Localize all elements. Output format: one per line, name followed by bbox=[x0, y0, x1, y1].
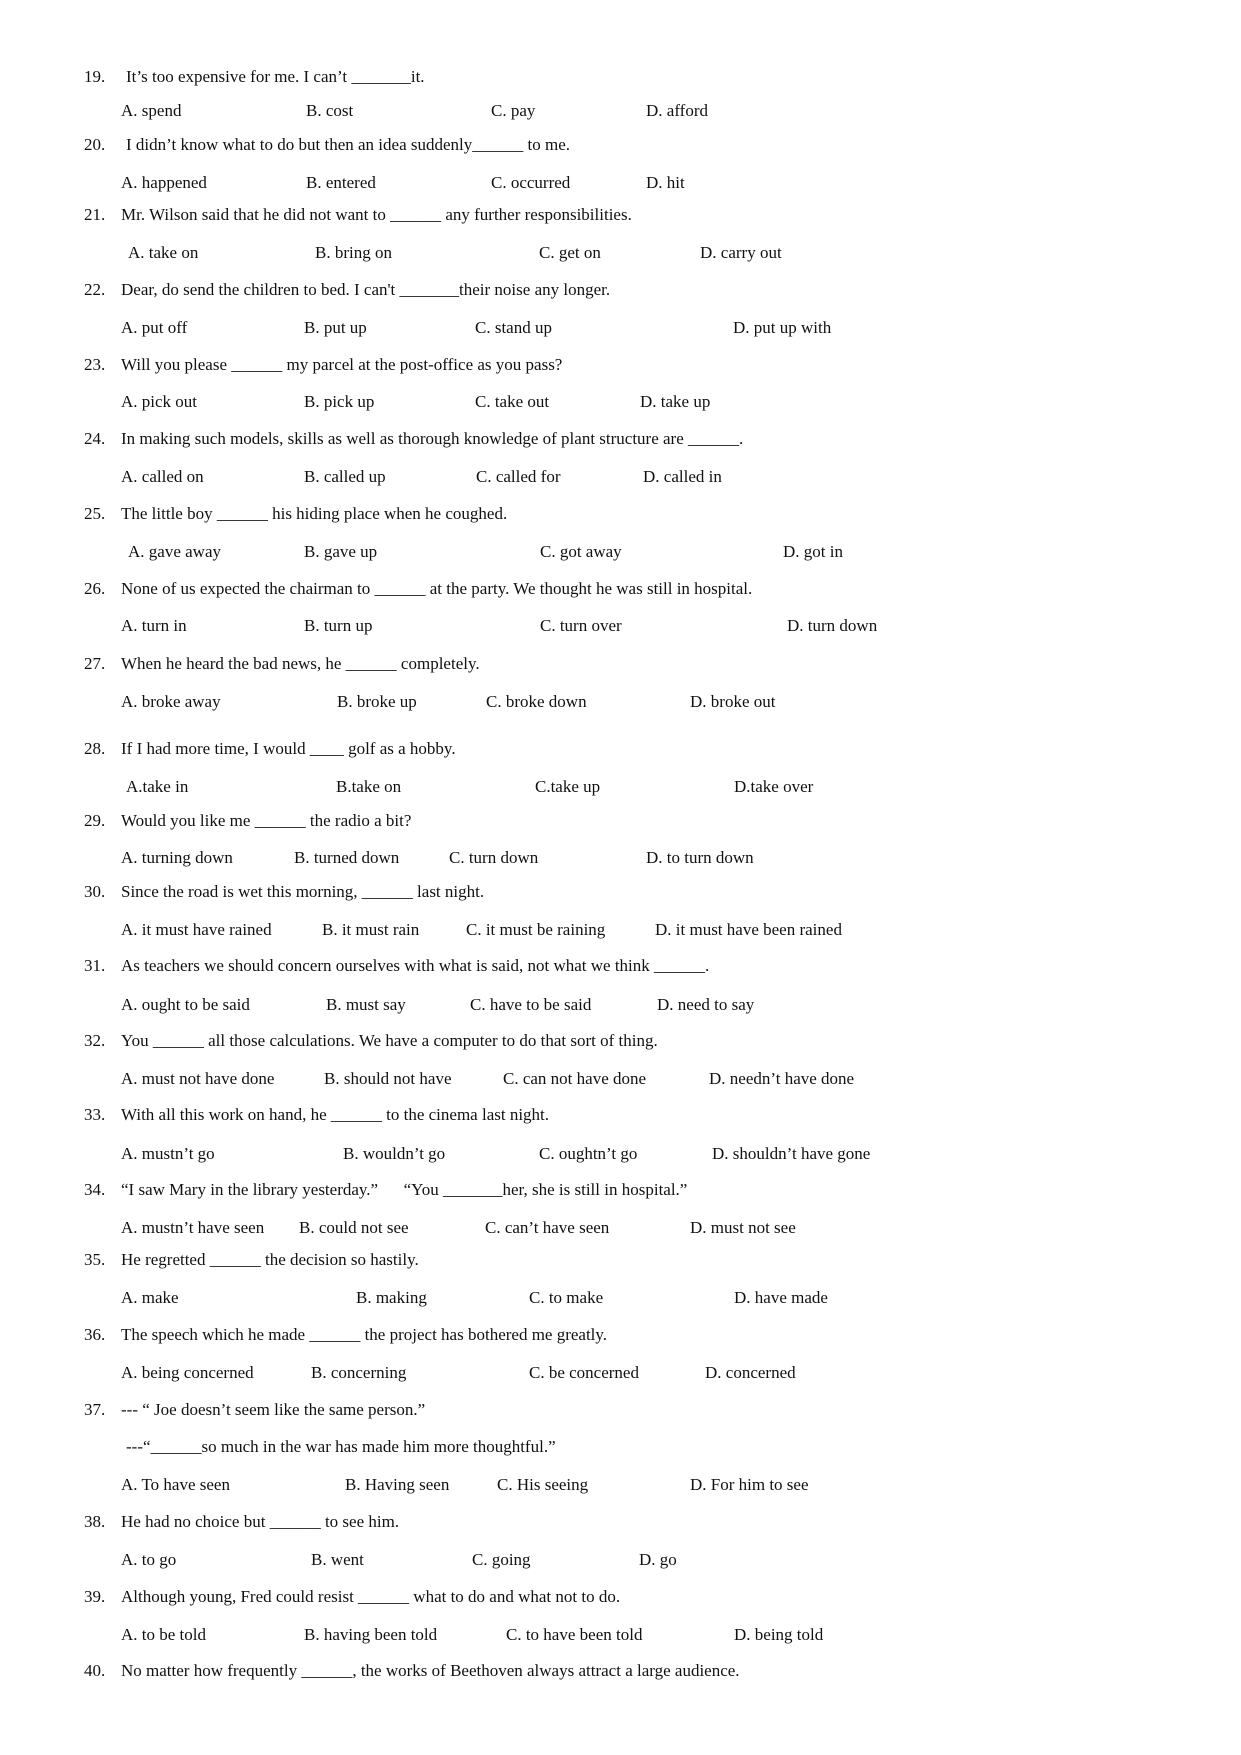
option-a: A. happened bbox=[121, 173, 207, 192]
question-text: “I saw Mary in the library yesterday.” “You _______her, she is still in hospital.” bbox=[121, 1180, 688, 1199]
option-c: C. pay bbox=[491, 101, 536, 120]
option-c: C. oughtn’t go bbox=[539, 1144, 638, 1163]
option-c: C. be concerned bbox=[529, 1363, 639, 1382]
option-d: D. needn’t have done bbox=[709, 1069, 855, 1088]
question-subline: ---“______so much in the war has made him more thoughtful.” bbox=[126, 1437, 556, 1456]
question-text: You ______ all those calculations. We have a computer to do that sort of thing. bbox=[121, 1031, 658, 1050]
question-21 bbox=[0, 203, 1241, 227]
option-a: A. ought to be said bbox=[121, 995, 250, 1014]
question-text: He regretted ______ the decision so hastily. bbox=[121, 1250, 419, 1269]
option-a: A. being concerned bbox=[121, 1363, 254, 1382]
question-28 bbox=[0, 737, 1241, 761]
question-number: 21. bbox=[84, 205, 106, 224]
option-d: D. must not see bbox=[690, 1218, 796, 1237]
question-text: The little boy ______ his hiding place when he coughed. bbox=[121, 504, 508, 523]
question-29 bbox=[0, 809, 1241, 833]
question-text: I didn’t know what to do but then an idea suddenly______ to me. bbox=[126, 135, 570, 154]
option-c: C. get on bbox=[539, 243, 601, 262]
option-c: C. it must be raining bbox=[466, 920, 606, 939]
option-d: D. concerned bbox=[705, 1363, 796, 1382]
question-number: 34. bbox=[84, 1180, 106, 1199]
option-a: A. put off bbox=[121, 318, 188, 337]
question-33 bbox=[0, 1103, 1241, 1127]
option-c: C. called for bbox=[476, 467, 561, 486]
question-number: 27. bbox=[84, 654, 106, 673]
option-d: D. hit bbox=[646, 173, 685, 192]
question-number: 32. bbox=[84, 1031, 106, 1050]
option-c: C. turn down bbox=[449, 848, 539, 867]
question-26 bbox=[0, 577, 1241, 601]
option-a: A. it must have rained bbox=[121, 920, 272, 939]
option-b: B. Having seen bbox=[345, 1475, 450, 1494]
question-text: When he heard the bad news, he ______ completely. bbox=[121, 654, 480, 673]
option-c: C. can’t have seen bbox=[485, 1218, 610, 1237]
option-c: C. stand up bbox=[475, 318, 552, 337]
option-d: D. to turn down bbox=[646, 848, 754, 867]
option-a: A. to be told bbox=[121, 1625, 206, 1644]
question-text: Although young, Fred could resist ______ what to do and what not to do. bbox=[121, 1587, 621, 1606]
option-a: A. pick out bbox=[121, 392, 198, 411]
question-number: 37. bbox=[84, 1400, 106, 1419]
option-c: C. turn over bbox=[540, 616, 622, 635]
question-number: 24. bbox=[84, 429, 106, 448]
option-c: C. going bbox=[472, 1550, 531, 1569]
option-a: A.take in bbox=[126, 777, 189, 796]
option-b: B. gave up bbox=[304, 542, 378, 561]
question-number: 39. bbox=[84, 1587, 106, 1606]
question-number: 35. bbox=[84, 1250, 106, 1269]
option-c: C. can not have done bbox=[503, 1069, 647, 1088]
option-b: B. must say bbox=[326, 995, 406, 1014]
question-text: In making such models, skills as well as thorough knowledge of plant structure are ______. bbox=[121, 429, 744, 448]
question-22 bbox=[0, 278, 1241, 302]
option-b: B. wouldn’t go bbox=[343, 1144, 446, 1163]
option-c: C.take up bbox=[535, 777, 601, 796]
option-b: B. broke up bbox=[337, 692, 417, 711]
option-a: A. called on bbox=[121, 467, 204, 486]
option-b: B. pick up bbox=[304, 392, 375, 411]
question-number: 23. bbox=[84, 355, 106, 374]
question-text: Since the road is wet this morning, ______ last night. bbox=[121, 882, 485, 901]
option-c: C. got away bbox=[540, 542, 622, 561]
option-a: A. turn in bbox=[121, 616, 187, 635]
option-b: B. put up bbox=[304, 318, 367, 337]
option-a: A. turning down bbox=[121, 848, 233, 867]
question-31 bbox=[0, 954, 1241, 978]
option-d: D. carry out bbox=[700, 243, 782, 262]
option-b: B. called up bbox=[304, 467, 386, 486]
question-20 bbox=[0, 133, 1241, 157]
question-number: 29. bbox=[84, 811, 106, 830]
option-d: D. go bbox=[639, 1550, 677, 1569]
question-number: 40. bbox=[84, 1661, 106, 1680]
option-d: D. got in bbox=[783, 542, 843, 561]
option-c: C. to have been told bbox=[506, 1625, 643, 1644]
option-b: B. went bbox=[311, 1550, 364, 1569]
question-text: Would you like me ______ the radio a bit? bbox=[121, 811, 412, 830]
question-text: Mr. Wilson said that he did not want to ______ any further responsibilities. bbox=[121, 205, 632, 224]
option-d: D.take over bbox=[734, 777, 814, 796]
option-b: B. making bbox=[356, 1288, 427, 1307]
option-d: D. afford bbox=[646, 101, 708, 120]
question-number: 22. bbox=[84, 280, 106, 299]
question-text: He had no choice but ______ to see him. bbox=[121, 1512, 400, 1531]
option-d: D. turn down bbox=[787, 616, 878, 635]
question-37 bbox=[0, 1398, 1241, 1422]
question-32 bbox=[0, 1029, 1241, 1053]
option-b: B. bring on bbox=[315, 243, 392, 262]
option-d: D. being told bbox=[734, 1625, 824, 1644]
question-24 bbox=[0, 427, 1241, 451]
question-40 bbox=[0, 1659, 1241, 1683]
option-d: D. take up bbox=[640, 392, 711, 411]
option-a: A. take on bbox=[128, 243, 199, 262]
option-a: A. to go bbox=[121, 1550, 177, 1569]
option-b: B. entered bbox=[306, 173, 376, 192]
question-text: Dear, do send the children to bed. I can't _______their noise any longer. bbox=[121, 280, 611, 299]
question-number: 19. bbox=[84, 67, 106, 86]
question-34 bbox=[0, 1178, 1241, 1202]
option-b: B. having been told bbox=[304, 1625, 438, 1644]
option-c: C. broke down bbox=[486, 692, 587, 711]
question-text: None of us expected the chairman to ______ at the party. We thought he was still in hospital. bbox=[121, 579, 753, 598]
option-d: D. put up with bbox=[733, 318, 832, 337]
option-d: D. For him to see bbox=[690, 1475, 809, 1494]
question-30 bbox=[0, 880, 1241, 904]
question-39 bbox=[0, 1585, 1241, 1609]
option-a: A. mustn’t go bbox=[121, 1144, 215, 1163]
option-a: A. mustn’t have seen bbox=[121, 1218, 265, 1237]
question-27 bbox=[0, 652, 1241, 676]
option-c: C. His seeing bbox=[497, 1475, 589, 1494]
option-d: D. shouldn’t have gone bbox=[712, 1144, 871, 1163]
question-number: 38. bbox=[84, 1512, 106, 1531]
question-number: 25. bbox=[84, 504, 106, 523]
option-a: A. spend bbox=[121, 101, 182, 120]
option-c: C. to make bbox=[529, 1288, 604, 1307]
question-text: Will you please ______ my parcel at the post-office as you pass? bbox=[121, 355, 563, 374]
option-b: B. could not see bbox=[299, 1218, 409, 1237]
question-text: --- “ Joe doesn’t seem like the same person.” bbox=[121, 1400, 426, 1419]
question-number: 26. bbox=[84, 579, 106, 598]
option-c: C. have to be said bbox=[470, 995, 592, 1014]
option-b: B. turned down bbox=[294, 848, 400, 867]
question-text: As teachers we should concern ourselves with what is said, not what we think ______. bbox=[121, 956, 710, 975]
question-number: 30. bbox=[84, 882, 106, 901]
option-d: D. need to say bbox=[657, 995, 755, 1014]
question-text: No matter how frequently ______, the works of Beethoven always attract a large audience. bbox=[121, 1661, 740, 1680]
question-25 bbox=[0, 502, 1241, 526]
option-b: B. should not have bbox=[324, 1069, 452, 1088]
option-c: C. occurred bbox=[491, 173, 571, 192]
option-a: A. make bbox=[121, 1288, 179, 1307]
question-36 bbox=[0, 1323, 1241, 1347]
question-text: It’s too expensive for me. I can’t _______it. bbox=[126, 67, 425, 86]
question-number: 36. bbox=[84, 1325, 106, 1344]
option-b: B. turn up bbox=[304, 616, 373, 635]
question-38 bbox=[0, 1510, 1241, 1534]
question-number: 31. bbox=[84, 956, 106, 975]
option-b: B.take on bbox=[336, 777, 402, 796]
option-b: B. cost bbox=[306, 101, 354, 120]
question-number: 28. bbox=[84, 739, 106, 758]
option-d: D. broke out bbox=[690, 692, 776, 711]
option-a: A. To have seen bbox=[121, 1475, 230, 1494]
option-a: A. must not have done bbox=[121, 1069, 275, 1088]
question-text: The speech which he made ______ the project has bothered me greatly. bbox=[121, 1325, 608, 1344]
question-number: 33. bbox=[84, 1105, 106, 1124]
option-c: C. take out bbox=[475, 392, 550, 411]
option-b: B. it must rain bbox=[322, 920, 420, 939]
option-a: A. broke away bbox=[121, 692, 221, 711]
question-19 bbox=[0, 65, 1241, 89]
option-d: D. have made bbox=[734, 1288, 828, 1307]
question-text: If I had more time, I would ____ golf as a hobby. bbox=[121, 739, 456, 758]
question-number: 20. bbox=[84, 135, 106, 154]
option-b: B. concerning bbox=[311, 1363, 407, 1382]
option-d: D. called in bbox=[643, 467, 722, 486]
question-35 bbox=[0, 1248, 1241, 1272]
question-23 bbox=[0, 353, 1241, 377]
question-text: With all this work on hand, he ______ to the cinema last night. bbox=[121, 1105, 550, 1124]
option-a: A. gave away bbox=[128, 542, 221, 561]
option-d: D. it must have been rained bbox=[655, 920, 842, 939]
